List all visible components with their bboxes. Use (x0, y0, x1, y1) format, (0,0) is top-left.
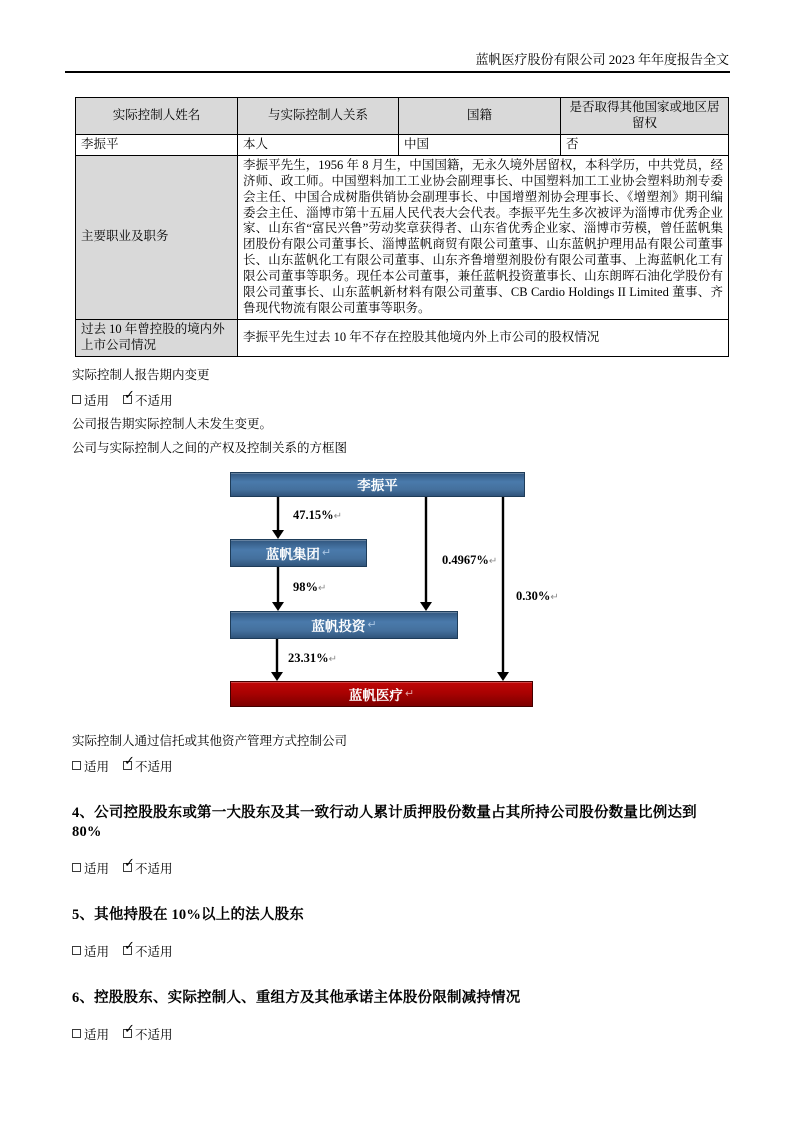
col-header-residency: 是否取得其他国家或地区居留权 (561, 98, 729, 135)
edge-label-0-30 (516, 589, 559, 605)
applicable-option[interactable] (72, 1025, 109, 1043)
percent-value: 0.30% (516, 588, 551, 603)
percent-value: 23.31% (288, 650, 329, 665)
not-applicable-option[interactable] (123, 856, 173, 877)
section-heading-5: 5、其他持股在 10%以上的法人股东 (72, 906, 304, 923)
not-applicable-label: 不适用 (135, 944, 173, 959)
return-mark-icon: ↵ (367, 618, 377, 632)
col-header-nationality: 国籍 (399, 98, 561, 135)
percent-value: 47.15% (293, 507, 334, 522)
table-row (76, 319, 729, 356)
section-heading-4: 4、公司控股股东或第一大股东及其一致行动人累计质押股份数量占其所持公司股份数量比例达到 80% (72, 804, 697, 840)
node-label: 蓝帆投资 (311, 618, 366, 634)
diagram-node-lizhenping (230, 472, 525, 497)
return-mark-icon: ↵ (488, 555, 498, 567)
diagram-node-lanfan-group (230, 539, 367, 567)
not-applicable-label: 不适用 (135, 861, 173, 876)
percent-value: 98% (293, 579, 318, 594)
table-row (76, 134, 729, 155)
checkbox-unchecked-icon[interactable] (72, 761, 81, 770)
node-label: 蓝帆集团 (265, 546, 320, 562)
edge-label-23-31 (288, 651, 337, 667)
check-icon: ✓ (124, 754, 135, 770)
table-header-row (76, 98, 729, 135)
checkbox-unchecked-icon[interactable] (72, 863, 81, 872)
percent-value: 0.4967% (442, 552, 489, 567)
cell-past-holdings-label: 过去 10 年曾控股的境内外上市公司情况 (76, 319, 238, 356)
not-applicable-option[interactable] (123, 388, 173, 409)
controller-change-note: 公司报告期实际控制人未发生变更。 (72, 416, 273, 431)
not-applicable-label: 不适用 (135, 759, 173, 774)
trust-control-checkboxes (72, 754, 728, 775)
return-mark-icon: ↵ (404, 687, 415, 701)
check-icon: ✓ (124, 856, 135, 872)
return-mark-icon: ↵ (333, 510, 343, 522)
return-mark-icon: ↵ (321, 546, 332, 560)
checkbox-checked-icon[interactable] (123, 856, 135, 872)
not-applicable-label: 不适用 (135, 1027, 173, 1042)
trust-control-note: 实际控制人通过信托或其他资产管理方式控制公司 (72, 733, 348, 748)
check-icon: ✓ (124, 388, 135, 404)
col-header-name: 实际控制人姓名 (76, 98, 238, 135)
node-label: 蓝帆医疗 (348, 687, 403, 703)
actual-controller-table (75, 97, 729, 357)
not-applicable-option[interactable] (123, 1022, 173, 1043)
cell-occupation-label: 主要职业及职务 (76, 155, 238, 319)
return-mark-icon: ↵ (328, 653, 338, 665)
applicable-option[interactable] (72, 942, 109, 960)
diagram-caption: 公司与实际控制人之间的产权及控制关系的方框图 (72, 440, 348, 455)
section-4-checkboxes (72, 856, 728, 877)
col-header-relation: 与实际控制人关系 (238, 98, 399, 135)
edge-label-98 (293, 580, 326, 596)
cell-past-holdings-text: 李振平先生过去 10 年不存在控股其他境内外上市公司的股权情况 (238, 319, 729, 356)
applicable-label: 适用 (84, 759, 110, 774)
return-mark-icon: ↵ (550, 591, 559, 603)
cell-residency: 否 (561, 134, 729, 155)
applicable-option[interactable] (72, 757, 109, 775)
checkbox-unchecked-icon[interactable] (72, 395, 81, 404)
edge-label-0-4967 (442, 553, 497, 569)
cell-occupation-text: 李振平先生，1956 年 8 月生，中国国籍，无永久境外居留权，本科学历，中共党员，经济师、政工师。中国塑料加工工业协会副理事长、中国塑料加工工业协会塑料助剂专委会主任、中国合成树脂供销协会副理事长、中国增塑剂协会理事长、《增塑剂》期刊编委会主任、淄博市第十五届人民代表大会代表。李振平先生多次被评为淄博市优秀企业家、山东省“富民兴鲁”劳动奖章获得者、山东省优秀企业家、淄博市劳模，曾任蓝帆集团股份有限公司董事长、淄博蓝帆商贸有限公司董事、山东蓝帆护理用品有限公司董事长、山东蓝帆化工有限公司董事、山东齐鲁增塑剂股份有限公司董事、上海蓝帆化工有限公司董事等职务。现任本公司董事，兼任蓝帆投资董事长、山东朗晖石油化学股份有限公司董事长、山东蓝帆新材料有限公司董事、CB Cardio Holdings II Limited 董事、齐鲁现代物流有限公司董事等职务。 (238, 155, 729, 319)
section-heading-6: 6、控股股东、实际控制人、重组方及其他承诺主体股份限制减持情况 (72, 989, 521, 1006)
applicable-label: 适用 (84, 393, 110, 408)
checkbox-checked-icon[interactable] (123, 939, 135, 955)
checkbox-unchecked-icon[interactable] (72, 1029, 81, 1038)
header-rule (65, 71, 730, 73)
cell-nationality: 中国 (399, 134, 561, 155)
applicable-option[interactable] (72, 859, 109, 877)
cell-name: 李振平 (76, 134, 238, 155)
applicable-label: 适用 (84, 1027, 110, 1042)
table-row (76, 155, 729, 319)
page-header-title: 蓝帆医疗股份有限公司 2023 年年度报告全文 (475, 52, 729, 67)
section-6-checkboxes (72, 1022, 728, 1043)
diagram-node-lanfan-medical (230, 681, 533, 707)
applicable-label: 适用 (84, 944, 110, 959)
node-label: 李振平 (357, 478, 398, 494)
section-5-checkboxes (72, 939, 728, 960)
checkbox-checked-icon[interactable] (123, 1022, 135, 1038)
applicable-option[interactable] (72, 391, 109, 409)
not-applicable-option[interactable] (123, 939, 173, 960)
check-icon: ✓ (124, 1022, 135, 1038)
edge-label-47-15 (293, 508, 342, 524)
page-content (72, 97, 728, 1043)
check-icon: ✓ (124, 939, 135, 955)
checkbox-checked-icon[interactable] (123, 388, 135, 404)
applicable-label: 适用 (84, 861, 110, 876)
checkbox-unchecked-icon[interactable] (72, 946, 81, 955)
diagram-node-lanfan-invest (230, 611, 458, 639)
checkbox-checked-icon[interactable] (123, 754, 135, 770)
not-applicable-label: 不适用 (135, 393, 173, 408)
control-relationship-diagram (72, 469, 728, 717)
return-mark-icon: ↵ (318, 582, 327, 594)
controller-change-title: 实际控制人报告期内变更 (72, 367, 210, 382)
controller-change-checkboxes (72, 388, 728, 409)
not-applicable-option[interactable] (123, 754, 173, 775)
cell-relation: 本人 (238, 134, 399, 155)
